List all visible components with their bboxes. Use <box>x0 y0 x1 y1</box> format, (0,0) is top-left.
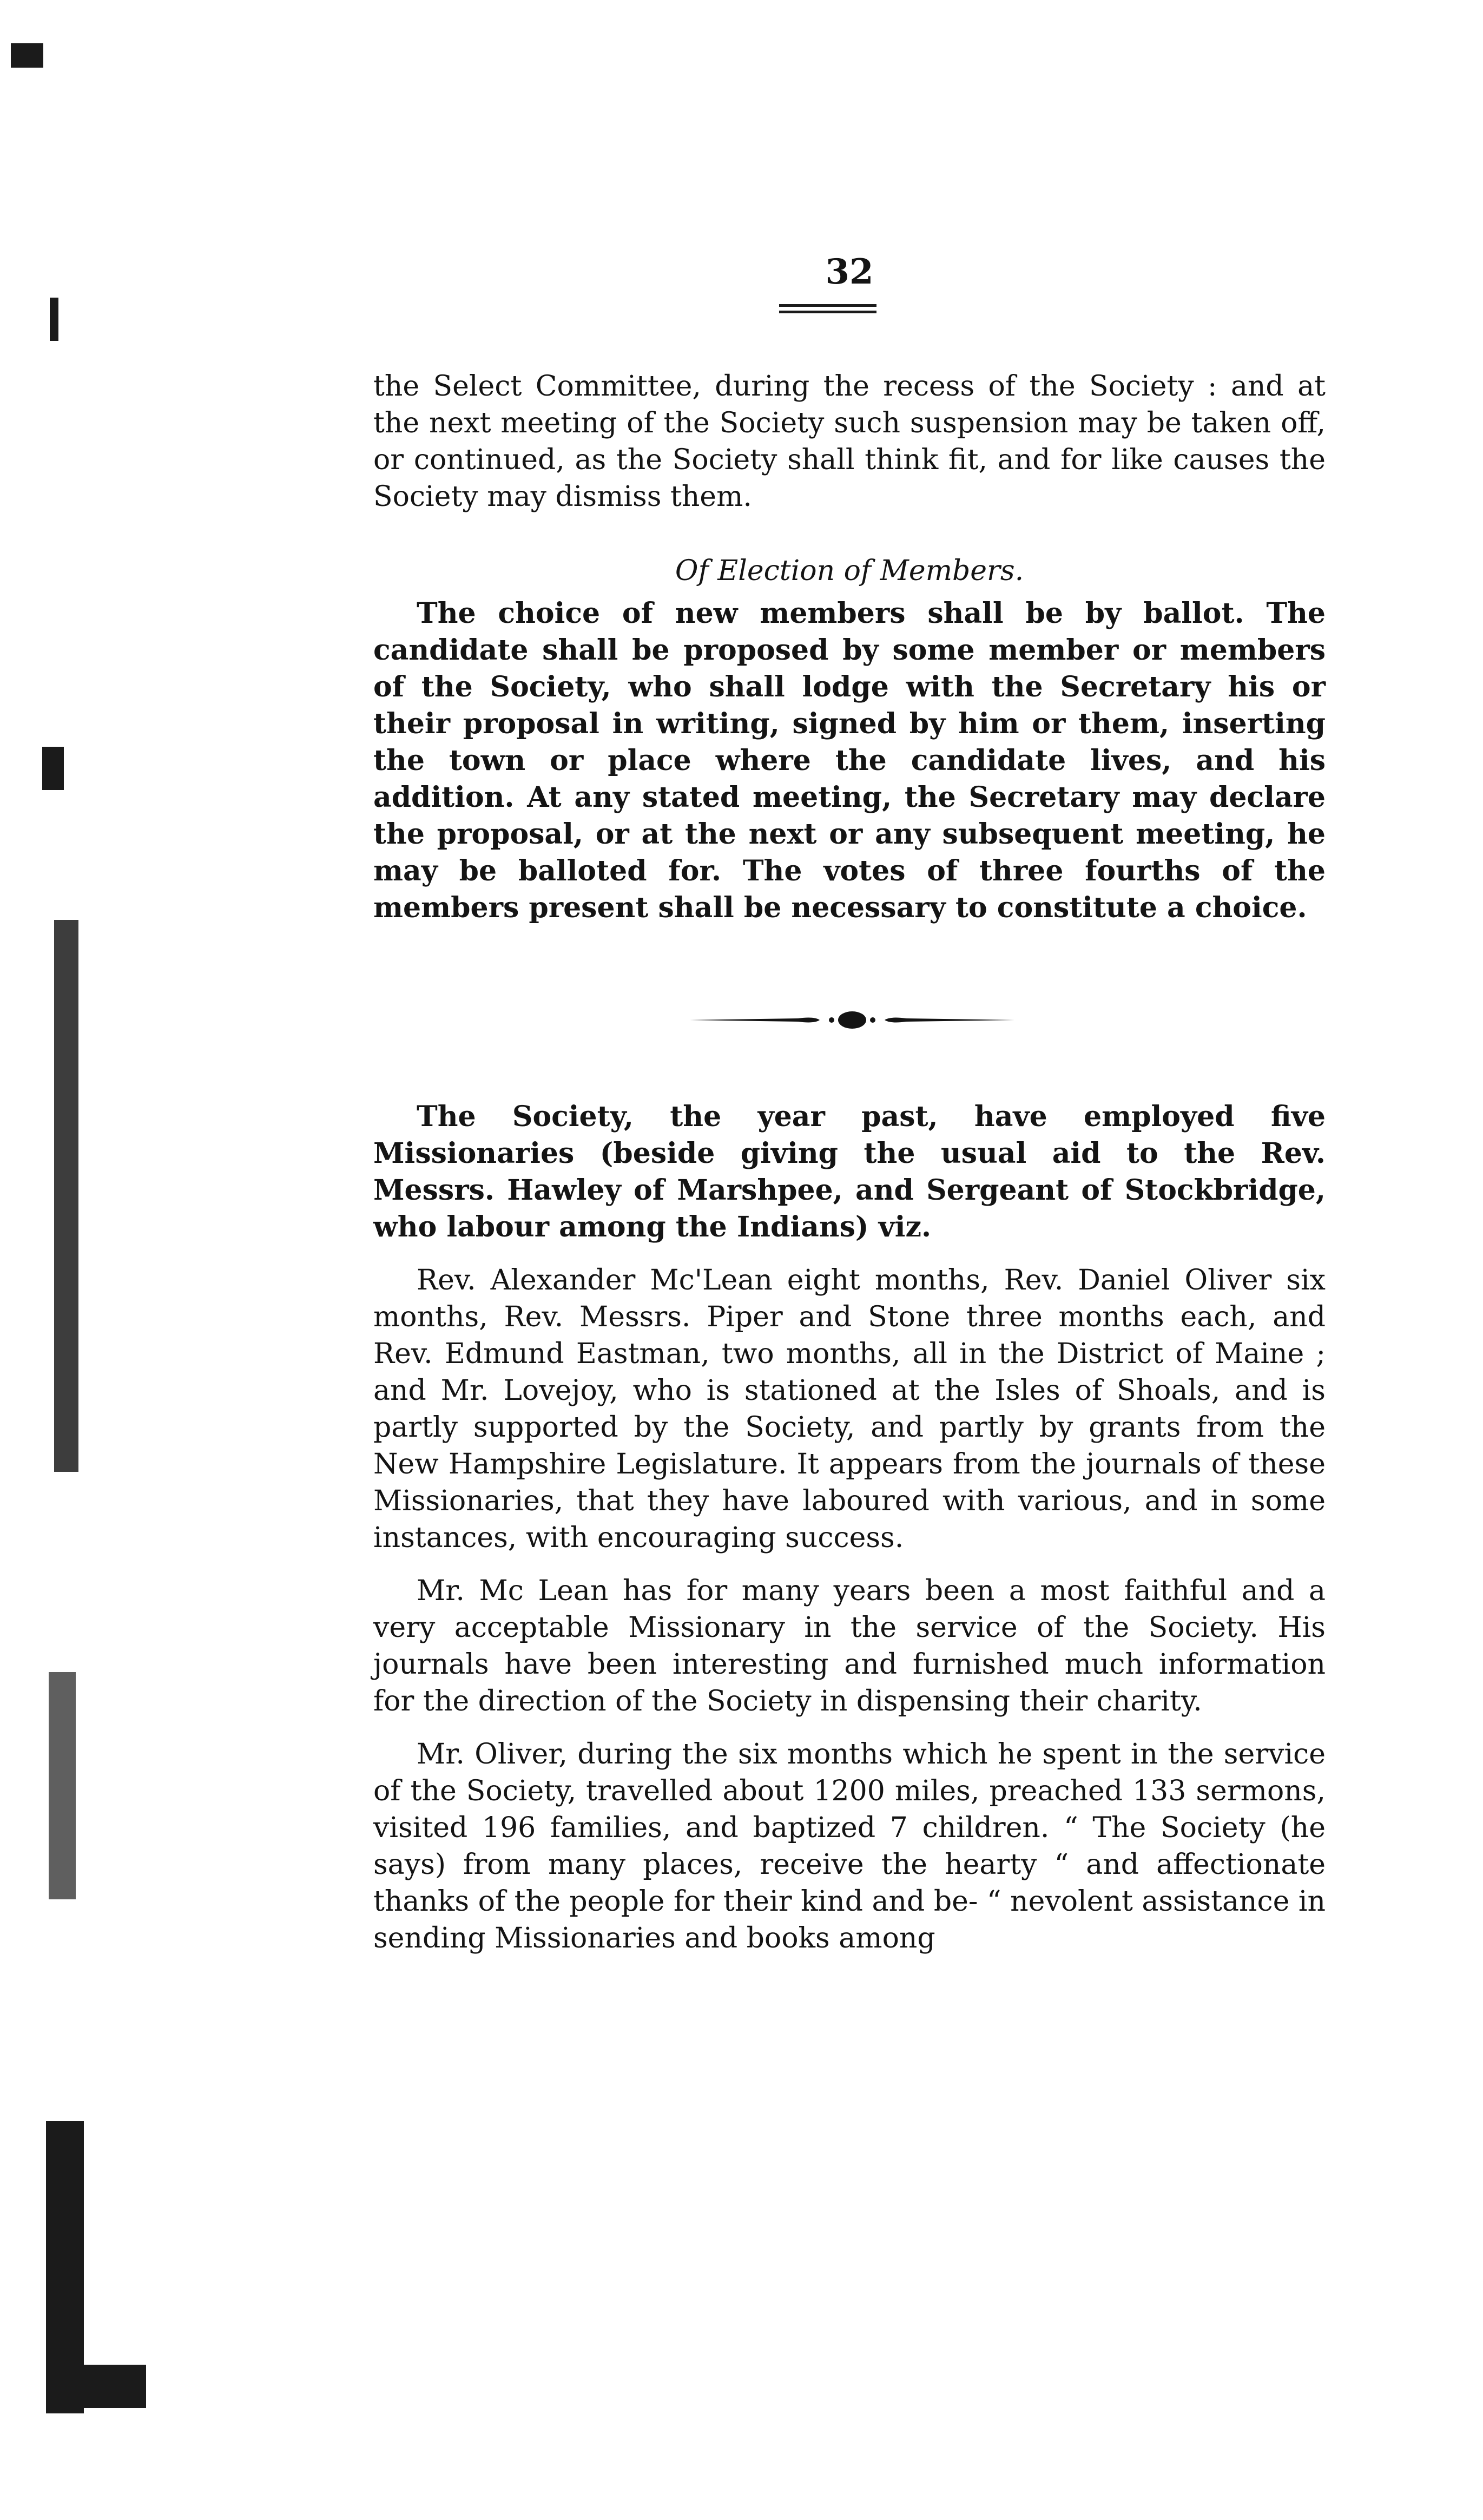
scan-artifact <box>46 2121 84 2413</box>
ornament-divider <box>690 1006 1014 1034</box>
intro-paragraph: the Select Committee, during the recess of the Society : and at the next meeting of the Society such suspension may be taken off, or continued, as the Society shall think fit, and for like causes the Society may dismiss them. <box>373 370 1326 513</box>
paragraph: Rev. Alexander Mc'Lean eight months, Rev. Daniel Oliver six months, Rev. Messrs. Piper and Stone three months each, and Rev. Edmund Eastman, two months, all in the District of Maine ; and Mr. Lovejoy, who is stationed at the Isles of Shoals, and is partly supported by the Society, and partly by grants from the New Hampshire Legislature. It appears from the journals of these Missionaries, that they have laboured with various, and in some instances, with encouraging success. <box>373 1264 1326 1554</box>
scan-artifact <box>11 43 43 68</box>
page-number-rule <box>779 304 876 307</box>
scan-artifact <box>42 747 64 790</box>
election-text-block <box>373 595 1326 943</box>
paragraph: Mr. Mc Lean has for many years been a most faithful and a very acceptable Missionary in the service of the Society. His journals have been interesting and furnished much information for the direction of the Society in dispensing their charity. <box>373 1575 1326 1718</box>
page-number: 32 <box>825 252 874 292</box>
paragraph: Mr. Oliver, during the six months which he spent in the service of the Society, travelled about 1200 miles, preached 133 sermons, visited 196 families, and baptized 7 children. “ The Society (he says) from many places, receive the hearty “ and affectionate thanks of the people for their kind and be- “ nevolent assistance in sending Missionaries and books among <box>373 1738 1326 1955</box>
scan-artifact <box>49 1672 76 1899</box>
scan-artifact <box>81 2365 146 2408</box>
page-number-rule <box>779 311 876 313</box>
scan-artifact <box>50 298 58 341</box>
intro-text-block <box>373 368 1326 531</box>
section-heading: Of Election of Members. <box>675 555 1024 587</box>
scan-artifact <box>54 920 78 1472</box>
paragraph: The Society, the year past, have employed five Missionaries (beside giving the usual aid to the Rev. Messrs. Hawley of Marshpee, and Sergeant of Stockbridge, who labour among the Indians) viz. <box>373 1100 1326 1243</box>
election-paragraph: The choice of new members shall be by ballot. The candidate shall be proposed by some member or members of the Society, who shall lodge with the Secretary his or their proposal in writing, signed by him or them, inserting the town or place where the candidate lives, and his addition. At any stated meeting, the Secretary may declare the proposal, or at the next or any subsequent meeting, he may be balloted for. The votes of three fourths of the members present shall be necessary to constitute a choice. <box>373 597 1326 924</box>
report-text-block <box>373 1098 1326 1973</box>
